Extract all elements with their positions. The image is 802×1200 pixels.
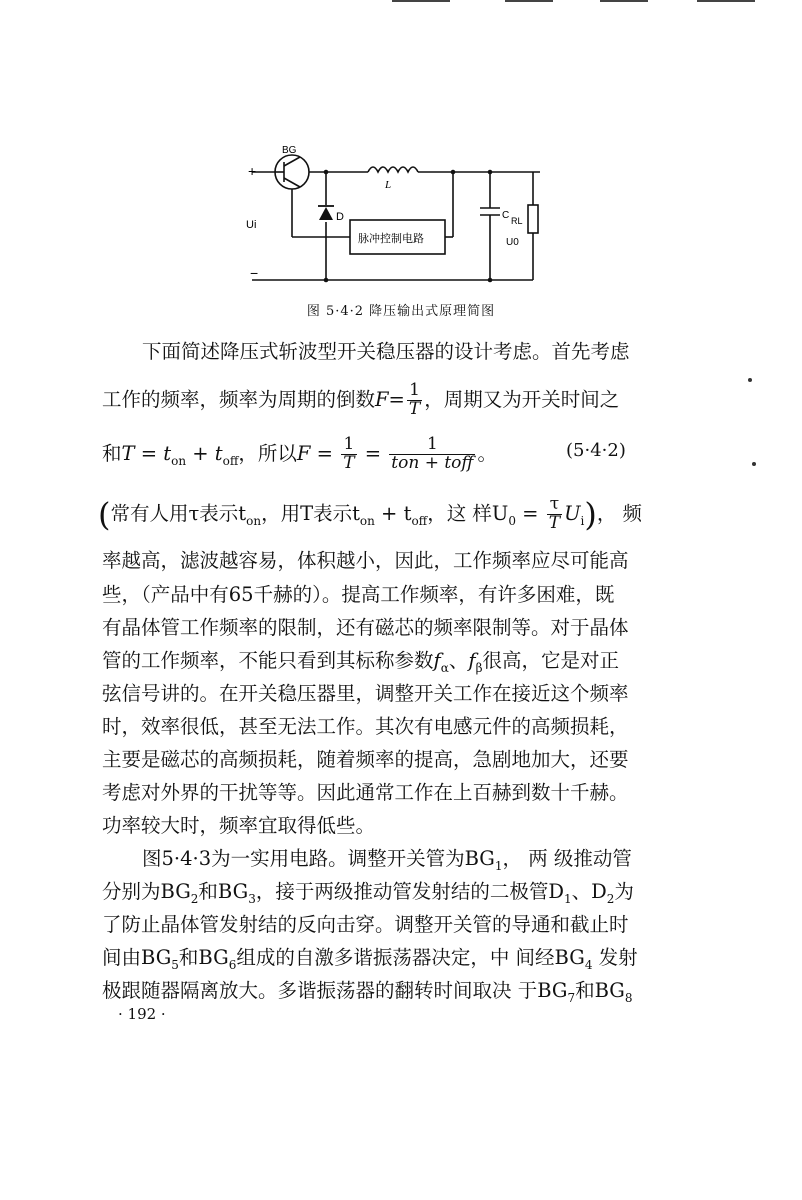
label-minus: − [250, 265, 259, 281]
header-rule [697, 0, 755, 2]
paragraph-line: 工作的频率，频率为周期的倒数F= $\frac{1}{T}$ ，周期又为开关时间之 [102, 380, 620, 419]
fraction: $\frac{\tau}{T}$ [548, 494, 561, 533]
label-load: RL [511, 216, 523, 226]
paragraph-line: 考虑对外界的干扰等等。因此通常工作在上百赫到数十千赫。 [102, 781, 629, 804]
label-inductor: L [385, 179, 392, 191]
equation-number: (5·4·2) [566, 440, 626, 461]
label-capacitor: C [502, 210, 510, 221]
fraction: $\frac{1}{T}$ [343, 434, 355, 473]
fraction: $\frac{1}{\text{ton + toff}}$ [391, 434, 474, 473]
paragraph-line: 有晶体管工作频率的限制，还有磁芯的频率限制等。对于晶体 [102, 616, 629, 639]
label-diode: D [336, 211, 344, 223]
paragraph-line: 时，效率很低，甚至无法工作。其次有电感元件的高频损耗， [102, 715, 629, 738]
figure-caption: 图 5·4·2 降压输出式原理简图 [306, 304, 496, 319]
label-input: Ui [246, 219, 257, 231]
paragraph-line: (常有人用τ表示$t_{on}$，用T表示$t_{on} + t_{off}$，这 样$U_0$ = $\frac{\tau}{T}$ $U_i$)， 频 [98, 494, 643, 534]
header-rule [392, 0, 450, 2]
paragraph-line: 图5·4·3为一实用电路。调整开关管为$BG_1$， 两 级推动管 [142, 847, 632, 873]
scan-mark [748, 378, 752, 382]
paragraph-line: 下面简述降压式斩波型开关稳压器的设计考虑。首先考虑 [142, 340, 630, 363]
circuit-diagram [240, 140, 550, 300]
label-transistor: BG [282, 145, 297, 156]
paragraph-line: 主要是磁芯的高频损耗，随着频率的提高，急剧地加大，还要 [102, 748, 629, 771]
header-rule [600, 0, 648, 2]
label-output: U0 [506, 237, 519, 248]
scan-mark [752, 462, 756, 466]
paragraph-line: 功率较大时，频率宜取得低些。 [102, 814, 376, 837]
header-rule [505, 0, 553, 2]
paragraph-line: 些，（产品中有65千赫的）。提高工作频率，有许多困难，既 [102, 583, 615, 606]
control-box-label: 脉冲控制电路 [358, 232, 424, 245]
fraction: $\frac{1}{T}$ [408, 380, 421, 419]
paragraph-line: 间由$BG_5$和$BG_6$组成的自激多谐振荡器决定，中 间经$BG_4$ 发射 [102, 946, 638, 972]
paragraph-line: 率越高，滤波越容易，体积越小，因此，工作频率应尽可能高 [102, 549, 629, 572]
paragraph-line: 和$T = t_{on} + t_{off}$，所以F = $\frac{1}{T}$ = $\frac{1}{\text{ton + toff}}$ 。 [102, 434, 497, 473]
paragraph-line: 分别为$BG_2$和$BG_3$，接于两级推动管发射结的二极管$D_1$、$D_2$为 [102, 880, 634, 906]
paragraph-line: 管的工作频率，不能只看到其标称参数$f_\alpha$、$f_\beta$很高，它是对正 [102, 649, 620, 675]
label-plus: + [248, 163, 257, 179]
paragraph-line: 极跟随器隔离放大。多谐振荡器的翻转时间取决 于$BG_7$和$BG_8$ [102, 979, 633, 1005]
paragraph-line: 了防止晶体管发射结的反向击穿。调整开关管的导通和截止时 [102, 913, 629, 936]
paragraph-line: 弦信号讲的。在开关稳压器里，调整开关工作在接近这个频率 [102, 682, 629, 705]
page-number: · 192 · [118, 1005, 166, 1023]
